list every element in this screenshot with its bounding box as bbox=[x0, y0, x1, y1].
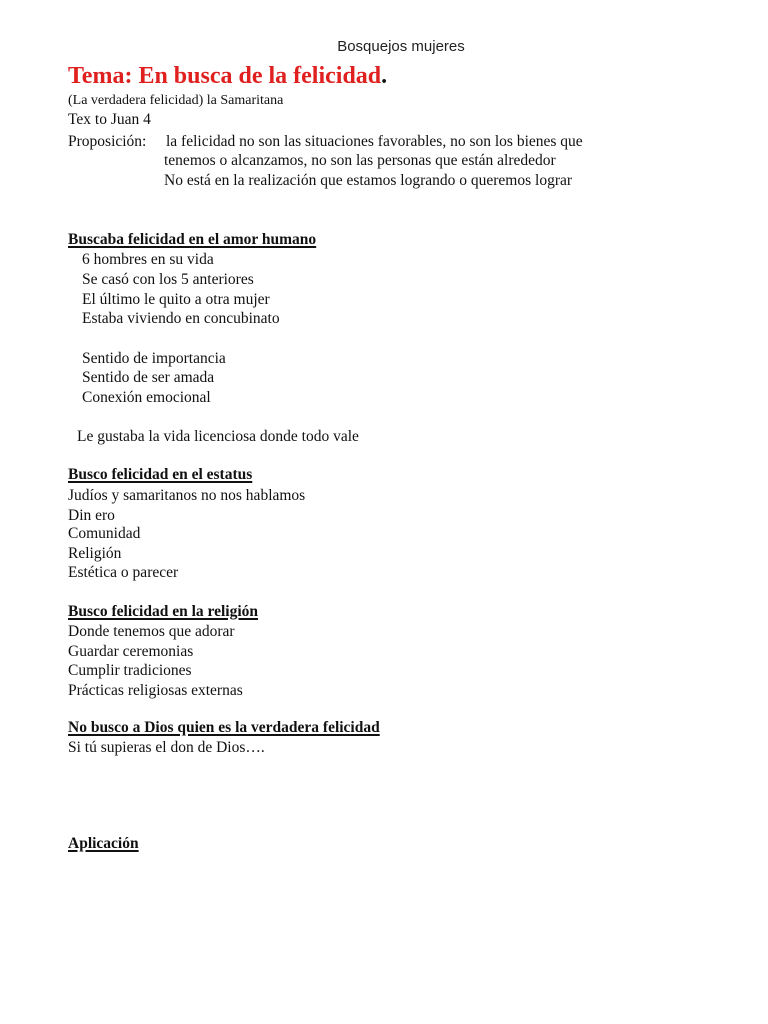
document-header: Bosquejos mujeres bbox=[337, 38, 465, 55]
list-item: Se casó con los 5 anteriores bbox=[82, 271, 254, 288]
sermon-title bbox=[68, 63, 387, 90]
list-item: Guardar ceremonias bbox=[68, 643, 194, 660]
list-item: Judíos y samaritanos no nos hablamos bbox=[68, 487, 306, 504]
section-heading: Busco felicidad en el estatus bbox=[68, 466, 253, 483]
list-item: Si tú supieras el don de Dios…. bbox=[68, 739, 265, 756]
sermon-title-text: Tema: En busca de la felicidad bbox=[68, 63, 382, 89]
list-item: El último le quito a otra mujer bbox=[82, 291, 270, 308]
text-reference: Tex to Juan 4 bbox=[68, 111, 151, 128]
list-item: Sentido de importancia bbox=[82, 350, 226, 367]
list-item: Donde tenemos que adorar bbox=[68, 623, 235, 640]
list-item: Sentido de ser amada bbox=[82, 369, 215, 386]
proposition-label: Proposición: bbox=[68, 133, 147, 150]
list-item: Comunidad bbox=[68, 525, 141, 542]
list-item: Estaba viviendo en concubinato bbox=[82, 310, 280, 327]
section-heading: Busco felicidad en la religión bbox=[68, 603, 259, 620]
list-item: 6 hombres en su vida bbox=[82, 251, 214, 268]
section-note: Le gustaba la vida licenciosa donde todo vale bbox=[77, 428, 359, 445]
list-item: Estética o parecer bbox=[68, 564, 179, 581]
proposition-line: No está en la realización que estamos logrando o queremos lograr bbox=[164, 172, 573, 189]
sermon-title-period: . bbox=[381, 63, 388, 89]
list-item: Religión bbox=[68, 545, 122, 562]
section-heading: No busco a Dios quien es la verdadera felicidad bbox=[68, 719, 380, 736]
proposition-line: tenemos o alcanzamos, no son las personas que están alrededor bbox=[164, 152, 556, 169]
section-heading: Aplicación bbox=[68, 835, 139, 852]
subtitle: (La verdadera felicidad) la Samaritana bbox=[68, 93, 284, 108]
list-item: Prácticas religiosas externas bbox=[68, 682, 243, 699]
list-item: Cumplir tradiciones bbox=[68, 662, 192, 679]
list-item: Conexión emocional bbox=[82, 389, 211, 406]
list-item: Din ero bbox=[68, 507, 115, 524]
section-heading: Buscaba felicidad en el amor humano bbox=[68, 231, 317, 248]
proposition-line: la felicidad no son las situaciones favorables, no son los bienes que bbox=[166, 133, 583, 150]
